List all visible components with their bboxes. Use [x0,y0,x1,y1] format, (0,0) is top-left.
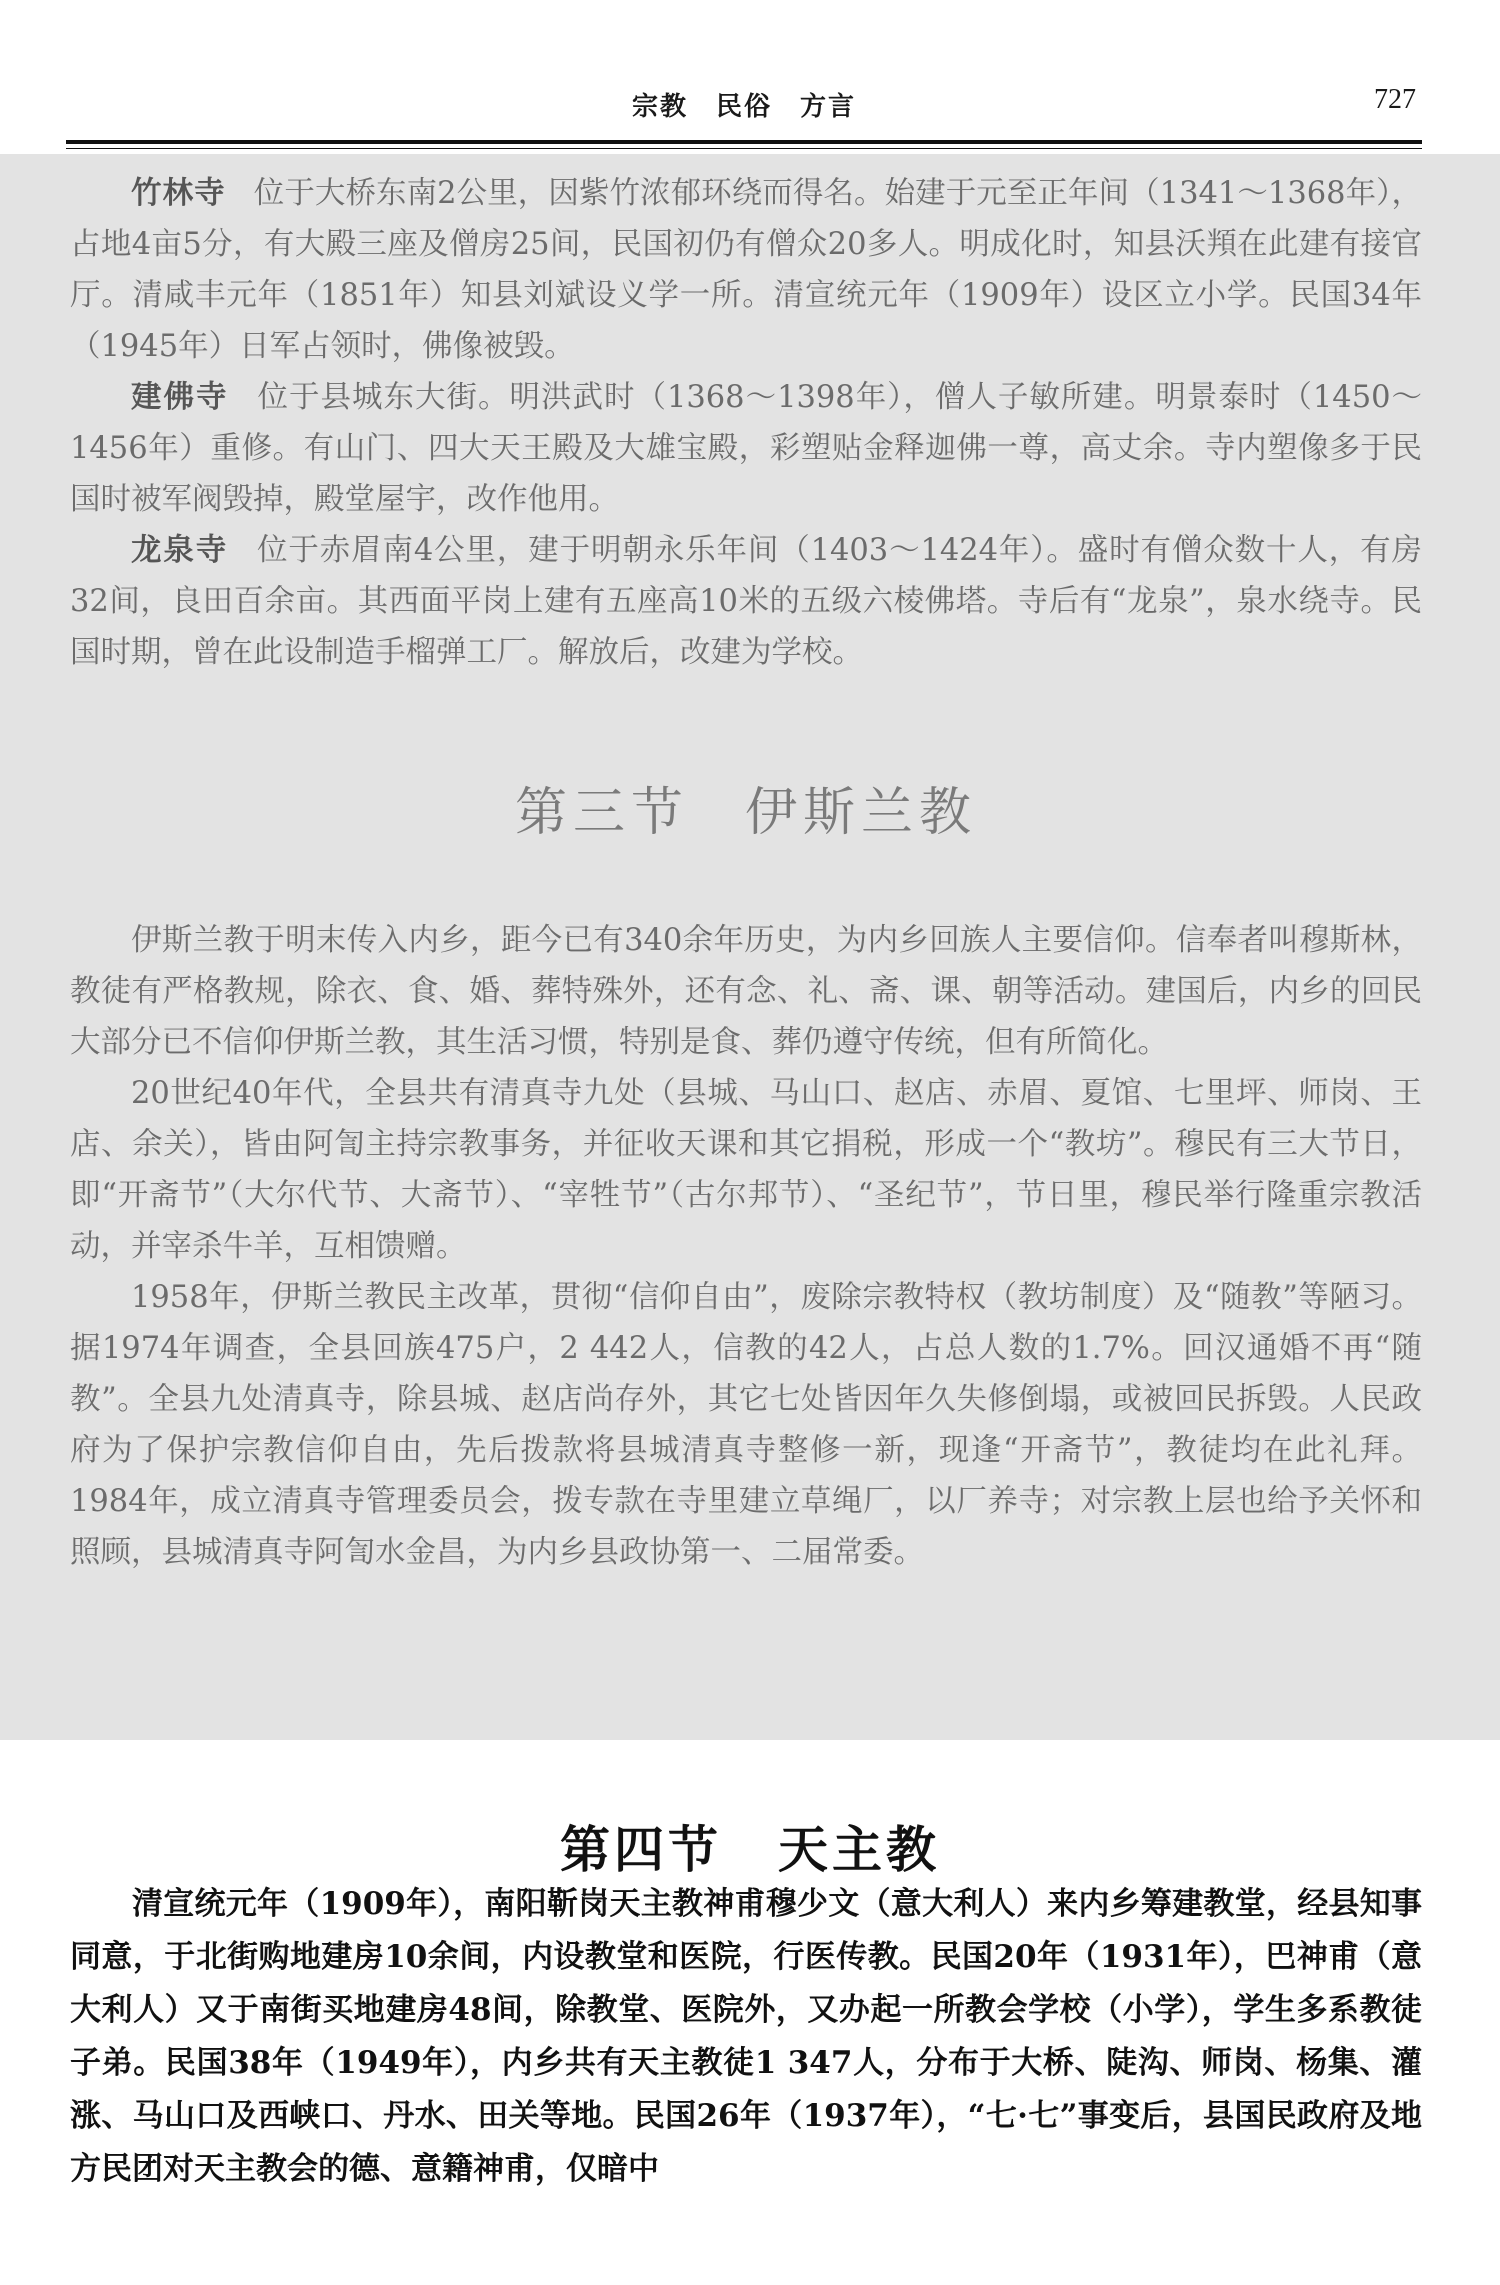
highlighted-content [70,168,1422,1578]
header-rule-thick [66,140,1422,144]
temple-name: 龙泉寺 [131,532,229,568]
section-number: 第四节 [560,1819,722,1879]
temple-text: 位于大桥东南2公里，因紫竹浓郁环绕而得名。始建于元至正年间（1341～1368年），占地4亩5分，有大殿三座及僧房25间，民国初仍有僧众20多人。明成化时，知县沃頖在此建有接官厅。清咸丰元年（1851年）知县刘斌设义学一所。清宣统元年（1909年）设区立小学。民国34年（1945年）日军占领时，佛像被毁。 [70,176,1422,364]
section-heading-islam [70,770,1422,845]
section-heading-catholicism [0,1810,1500,1882]
page-number: 727 [1374,84,1416,115]
body-paragraph: 清宣统元年（1909年），南阳靳岗天主教神甫穆少文（意大利人）来内乡筹建教堂，经县知事同意，于北街购地建房10余间，内设教堂和医院，行医传教。民国20年（1931年），巴神甫（意大利人）又于南街买地建房48间，除教堂、医院外，又办起一所教会学校（小学），学生多系教徒子弟。民国38年（1949年），内乡共有天主教徒1 347人，分布于大桥、陡沟、师岗、杨集、灌涨、马山口及西峡口、丹水、田关等地。民国26年（1937年），“七·七”事变后，县国民政府及地方民团对天主教会的德、意籍神甫，仅暗中 [70,1886,1422,2187]
temple-entry [70,372,1422,525]
temple-name: 竹林寺 [131,175,226,211]
temple-text: 位于赤眉南4公里，建于明朝永乐年间（1403～1424年）。盛时有僧众数十人，有房32间，良田百余亩。其西面平岗上建有五座高10米的五级六棱佛塔。寺后有“龙泉”，泉水绕寺。民国时期，曾在此设制造手榴弹工厂。解放后，改建为学校。 [70,533,1422,670]
section-title: 伊斯兰教 [745,783,978,843]
running-head-title: 宗教 民俗 方言 [631,92,856,122]
running-head [66,86,1422,126]
section-title: 天主教 [778,1819,940,1879]
catholicism-content [70,1878,1422,2196]
temple-entry [70,525,1422,678]
body-paragraph: 1958年，伊斯兰教民主改革，贯彻“信仰自由”，废除宗教特权（教坊制度）及“随教”等陋习。据1974年调查，全县回族475户，2 442人，信教的42人，占总人数的1.7%。回汉通婚不再“随教”。全县九处清真寺，除县城、赵店尚存外，其它七处皆因年久失修倒塌，或被回民拆毁。人民政府为了保护宗教信仰自由，先后拨款将县城清真寺整修一新，现逢“开斋节”，教徒均在此礼拜。1984年，成立清真寺管理委员会，拨专款在寺里建立草绳厂，以厂养寺；对宗教上层也给予关怀和照顾，县城清真寺阿訇水金昌，为内乡县政协第一、二届常委。 [70,1280,1422,1570]
header-rule-thin [66,148,1422,149]
temple-text: 位于县城东大街。明洪武时（1368～1398年），僧人子敏所建。明景泰时（1450～1456年）重修。有山门、四大天王殿及大雄宝殿，彩塑贴金释迦佛一尊，高丈余。寺内塑像多于民国时被军阀毁掉，殿堂屋宇，改作他用。 [70,380,1423,517]
temple-name: 建佛寺 [131,379,229,415]
temple-entry [70,168,1422,372]
body-paragraph: 20世纪40年代，全县共有清真寺九处（县城、马山口、赵店、赤眉、夏馆、七里坪、师岗、王店、余关），皆由阿訇主持宗教事务，并征收天课和其它捐税，形成一个“教坊”。穆民有三大节日，即“开斋节”（大尔代节、大斋节）、“宰牲节”（古尔邦节）、“圣纪节”，节日里，穆民举行隆重宗教活动，并宰杀牛羊，互相馈赠。 [70,1076,1422,1264]
highlighted-region [0,154,1500,1740]
body-paragraph: 伊斯兰教于明末传入内乡，距今已有340余年历史，为内乡回族人主要信仰。信奉者叫穆斯林，教徒有严格教规，除衣、食、婚、葬特殊外，还有念、礼、斋、课、朝等活动。建国后，内乡的回民大部分已不信仰伊斯兰教，其生活习惯，特别是食、葬仍遵守传统，但有所简化。 [70,923,1422,1060]
section-number: 第三节 [514,783,689,843]
